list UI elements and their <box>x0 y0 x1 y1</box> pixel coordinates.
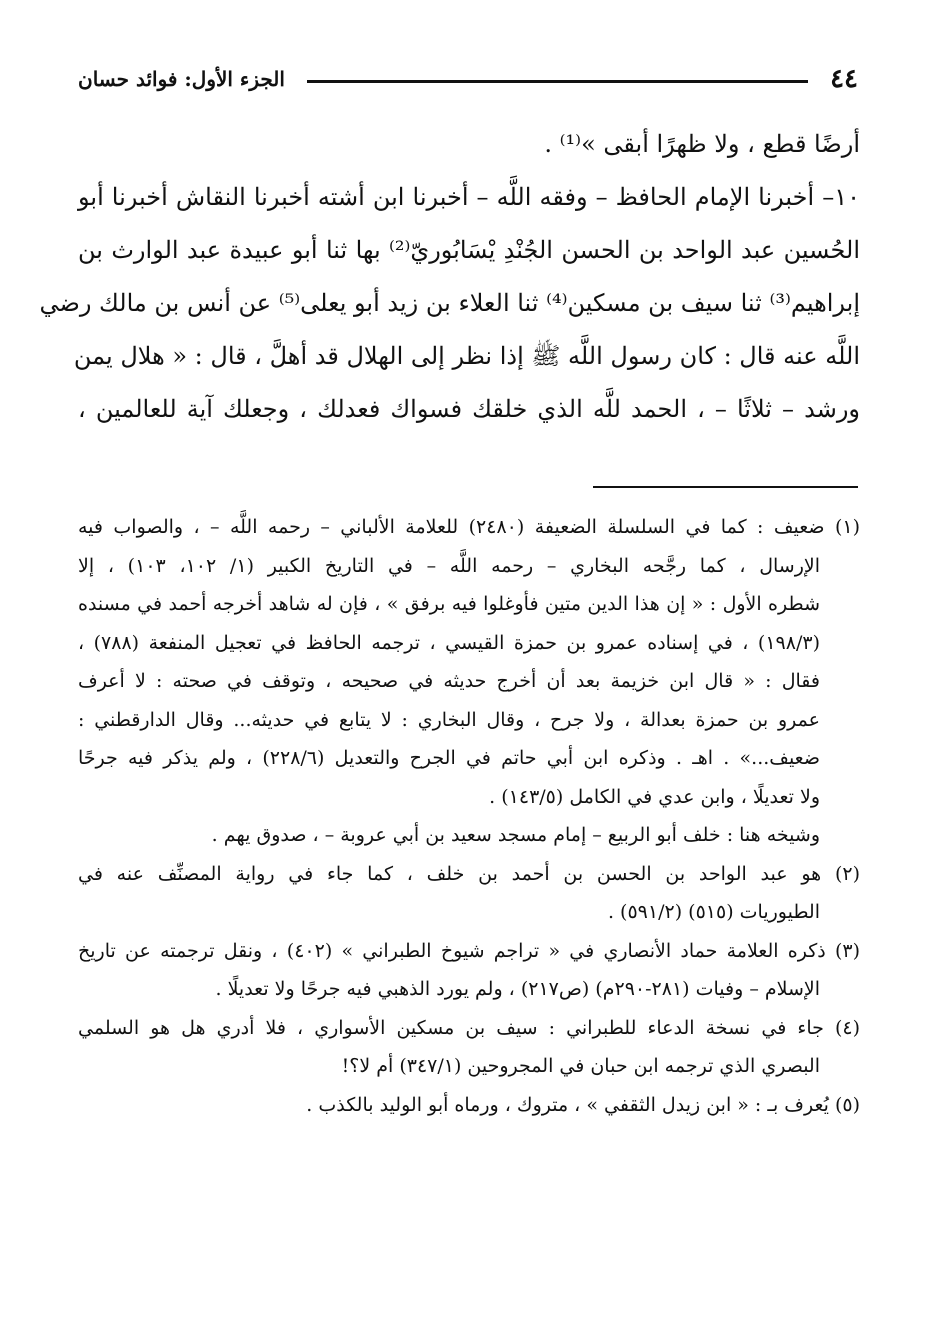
footnote-line: ضعيف...» . اهـ . وذكره ابن أبي حاتم في الجرح والتعديل (٢٢٨/٦) ، ولم يذكر فيه جرحًا <box>78 747 820 769</box>
footnote-line: الإسلام – وفيات (٢٨١-٢٩٠م) (ص٢١٧) ، ولم يورد الذهبي فيه جرحًا ولا تعديلًا . <box>215 978 820 1000</box>
footnote-line: وشيخه هنا : خلف أبو الربيع – إمام مسجد سعيد بن أبي عروبة – ، صدوق يهم . <box>211 824 820 846</box>
footnote-line: (٣) ذكره العلامة حماد الأنصاري في « تراجم شيوخ الطبراني » (٤٠٢) ، ونقل ترجمته عن تاريخ <box>78 939 860 962</box>
text-line: ١٠– أخبرنا الإمام الحافظ – وفقه اللَّه – أخبرنا ابن أشته أخبرنا النقاش أخبرنا أبو <box>78 183 860 211</box>
footnotes <box>78 508 860 1124</box>
main-text <box>39 118 860 436</box>
running-title: الجزء الأول: فوائد حسان <box>78 67 285 91</box>
footnote-line: ولا تعديلًا ، وابن عدي في الكامل (١٤٣/٥) . <box>489 785 820 808</box>
footnote-line: عمرو بن حمزة بعدالة ، ولا جرح ، وقال البخاري : لا يتابع في حديثه... وقال الدارقطني : <box>78 708 820 731</box>
footnote-line: الطيوريات (٥١٥) (٥٩١/٢) . <box>607 901 820 923</box>
text-line: ورشد – ثلاثًا – ، الحمد للَّه الذي خلقك فسواك فعدلك ، وجعلك آية للعالمين ، <box>78 395 860 423</box>
header-rule <box>307 80 808 83</box>
footnote-2 <box>78 855 860 932</box>
footnote-line: (١٩٨/٣) ، في إسناده عمرو بن حمزة القيسي ، ترجمه الحافظ في تعجيل المنفعة (٧٨٨) ، <box>78 631 820 654</box>
footnote-line: البصري الذي ترجمه ابن حبان في المجروحين (٣٤٧/١) أم لا؟! <box>341 1055 820 1077</box>
footnote-separator <box>593 486 858 488</box>
footnote-line: شطره الأول : « إن هذا الدين متين فأوغلوا فيه برفق » ، فإن له شاهد أخرجه أحمد في مسنده <box>78 593 820 615</box>
page-number: ٤٤ <box>830 64 858 94</box>
footnote-5 <box>78 1086 860 1125</box>
text-line: اللَّه عنه قال : كان رسول اللَّه ﷺ إذا نظر إلى الهلال قد أهلَّ ، قال : « هلال يمن <box>73 342 860 370</box>
footnote-3 <box>78 932 860 1009</box>
text-line: أرضًا قطع ، ولا ظهرًا أبقى »⁽¹⁾ . <box>544 130 860 158</box>
footnote-line: (٤) جاء في نسخة الدعاء للطبراني : سيف بن مسكين الأسواري ، فلا أدري هل هو السلمي <box>78 1016 860 1039</box>
footnote-line: (١) ضعيف : كما في السلسلة الضعيفة (٢٤٨٠) للعلامة الألباني – رحمه اللَّه – ، والصواب فيه <box>78 516 860 538</box>
footnote-line: (٢) هو عبد الواحد بن الحسن بن أحمد بن خلف ، كما جاء في رواية المصنِّف عنه في <box>78 862 860 885</box>
footnote-line: فقال : « قال ابن خزيمة بعد أن أخرج حديثه في صحيحه ، وتوقف في صحته : لا أعرف <box>78 670 820 692</box>
footnote-line: (٥) يُعرف بـ : « ابن زيدل الثقفي » ، متروك ، ورماه أبو الوليد بالكذب . <box>306 1093 860 1116</box>
text-line: إبراهيم⁽³⁾ ثنا سيف بن مسكين⁽⁴⁾ ثنا العلاء بن زيد أبو يعلى⁽⁵⁾ عن أنس بن مالك رضي <box>39 289 860 317</box>
footnote-4 <box>78 1009 860 1086</box>
page-header <box>78 62 858 96</box>
footnote-1 <box>78 508 860 855</box>
footnote-line: الإرسال ، كما رجَّحه البخاري – رحمه اللَّه – في التاريخ الكبير (١/ ١٠٢، ١٠٣) ، إلا <box>78 554 820 577</box>
text-line: الحُسين عبد الواحد بن الحسن الجُنْدِ يْسَابُوريّ⁽²⁾ بها ثنا أبو عبيدة عبد الوارث بن <box>78 236 860 264</box>
